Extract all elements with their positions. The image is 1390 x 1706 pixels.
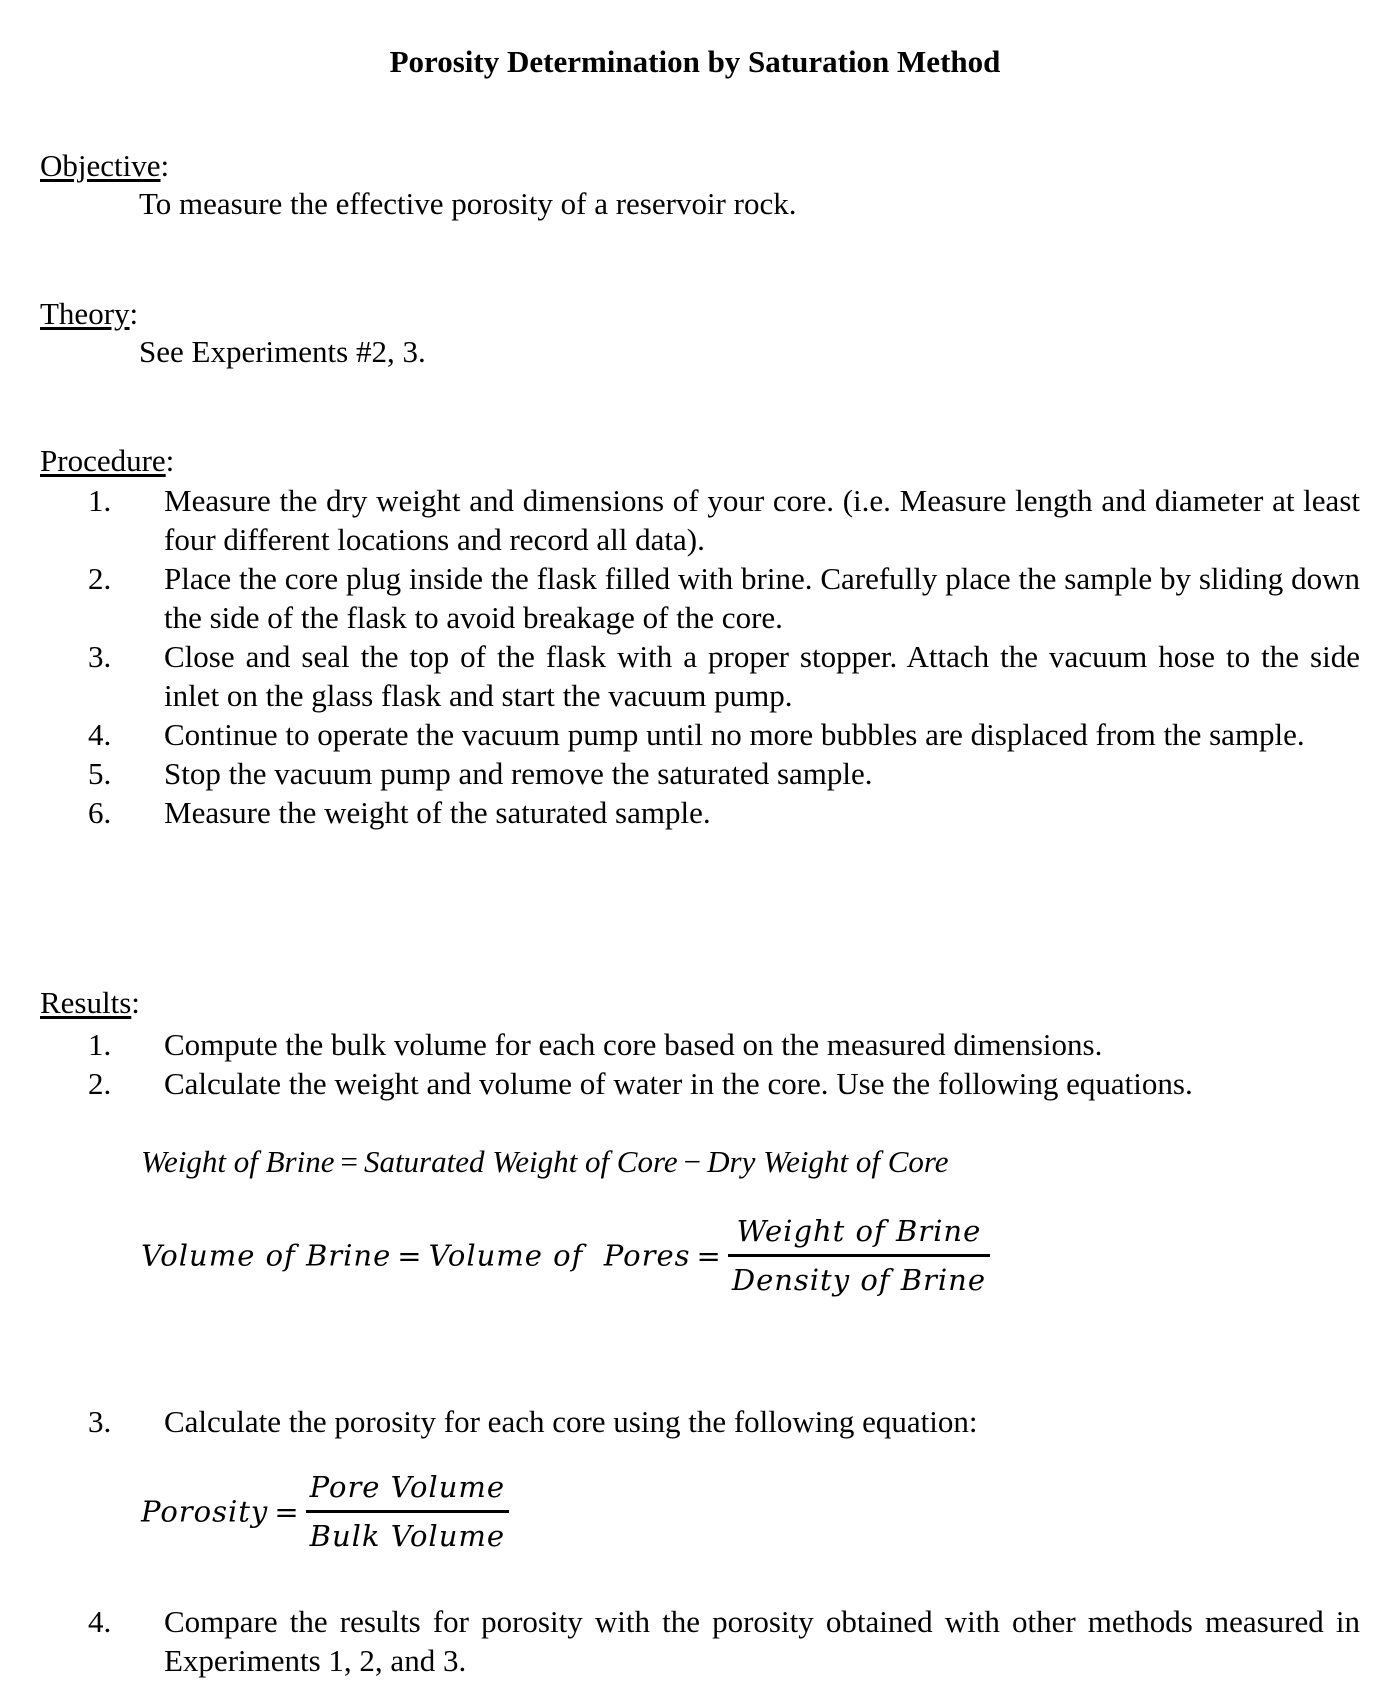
- eq2-denominator: Density of Brine: [731, 1263, 987, 1297]
- list-item-text: Calculate the weight and volume of water in the core. Use the following equations.: [164, 1066, 1193, 1101]
- eq2-numerator: Weight of Brine: [728, 1214, 990, 1257]
- list-item-number: 4.: [88, 1604, 112, 1639]
- weight-of-brine-equation: [141, 1144, 949, 1180]
- eq1-lhs: Weight of Brine: [141, 1144, 335, 1179]
- list-item-number: 4.: [88, 717, 112, 752]
- eq3-equals: =: [274, 1494, 300, 1529]
- list-item-number: 2.: [88, 1066, 112, 1101]
- eq1-term1: Saturated Weight of Core: [363, 1144, 678, 1179]
- list-item-text: Compare the results for porosity with the porosity obtained with other methods measured in Experiments 1, 2, and 3.: [164, 1604, 1360, 1678]
- list-item-number: 6.: [88, 795, 112, 830]
- list-item-text: Close and seal the top of the flask with a proper stopper. Attach the vacuum hose to the side inlet on the glass flask and start the vacuum pump.: [164, 639, 1360, 713]
- results-heading-label: Results: [40, 985, 132, 1020]
- eq3-numerator: Pore Volume: [306, 1470, 509, 1513]
- list-item-number: 1.: [88, 483, 112, 518]
- list-item-text: Place the core plug inside the flask filled with brine. Carefully place the sample by sliding down the side of the flask to avoid breakage of the core.: [164, 561, 1360, 635]
- objective-text: To measure the effective porosity of a reservoir rock.: [139, 186, 797, 221]
- list-item-number: 2.: [88, 561, 112, 596]
- list-item: [40, 637, 1360, 715]
- eq3-denominator: Bulk Volume: [309, 1519, 506, 1553]
- eq1-term2: Dry Weight of Core: [707, 1144, 949, 1179]
- list-item-text: Compute the bulk volume for each core based on the measured dimensions.: [164, 1027, 1103, 1062]
- eq2-lhs: Volume of Brine: [141, 1238, 392, 1273]
- list-item-text: Calculate the porosity for each core using the following equation:: [164, 1404, 978, 1439]
- list-item: [40, 793, 1360, 832]
- list-item-text: Stop the vacuum pump and remove the saturated sample.: [164, 756, 873, 791]
- eq3-fraction: [306, 1470, 509, 1553]
- results-heading: Results:: [40, 985, 140, 1020]
- procedure-heading: Procedure:: [40, 443, 175, 478]
- list-item: [40, 715, 1360, 754]
- results-list-c: [40, 1602, 1360, 1680]
- objective-heading-label: Objective: [40, 148, 161, 183]
- theory-heading-label: Theory: [40, 296, 130, 331]
- page-title: Porosity Determination by Saturation Method: [389, 44, 1001, 79]
- list-item-number: 1.: [88, 1027, 112, 1062]
- eq2-equals-2: =: [696, 1238, 722, 1273]
- list-item: [40, 1602, 1360, 1680]
- list-item: [40, 1064, 1360, 1103]
- list-item: [40, 559, 1360, 637]
- eq2-equals-1: =: [397, 1238, 423, 1273]
- theory-heading: Theory:: [40, 296, 139, 331]
- eq2-mid: Volume of Pores: [428, 1238, 691, 1273]
- eq2-fraction: [728, 1214, 990, 1297]
- objective-heading: Objective:: [40, 148, 170, 183]
- list-item: [40, 1402, 1360, 1441]
- eq1-minus: −: [683, 1144, 702, 1179]
- list-item-text: Continue to operate the vacuum pump until no more bubbles are displaced from the sample.: [164, 717, 1305, 752]
- eq3-lhs: Porosity: [141, 1494, 269, 1529]
- list-item-text: Measure the dry weight and dimensions of your core. (i.e. Measure length and diameter at least four different locations and record all data).: [164, 483, 1360, 557]
- volume-of-brine-equation: [141, 1214, 990, 1297]
- list-item-number: 3.: [88, 639, 112, 674]
- list-item-number: 5.: [88, 756, 112, 791]
- results-list-a: [40, 1025, 1360, 1103]
- procedure-heading-label: Procedure: [40, 443, 166, 478]
- list-item: [40, 481, 1360, 559]
- list-item: [40, 1025, 1360, 1064]
- procedure-list: [40, 481, 1360, 832]
- list-item-text: Measure the weight of the saturated sample.: [164, 795, 711, 830]
- list-item-number: 3.: [88, 1404, 112, 1439]
- results-list-b: [40, 1402, 1360, 1441]
- theory-text: See Experiments #2, 3.: [139, 334, 426, 369]
- list-item: [40, 754, 1360, 793]
- eq1-equals: =: [340, 1144, 358, 1179]
- porosity-equation: [141, 1470, 509, 1553]
